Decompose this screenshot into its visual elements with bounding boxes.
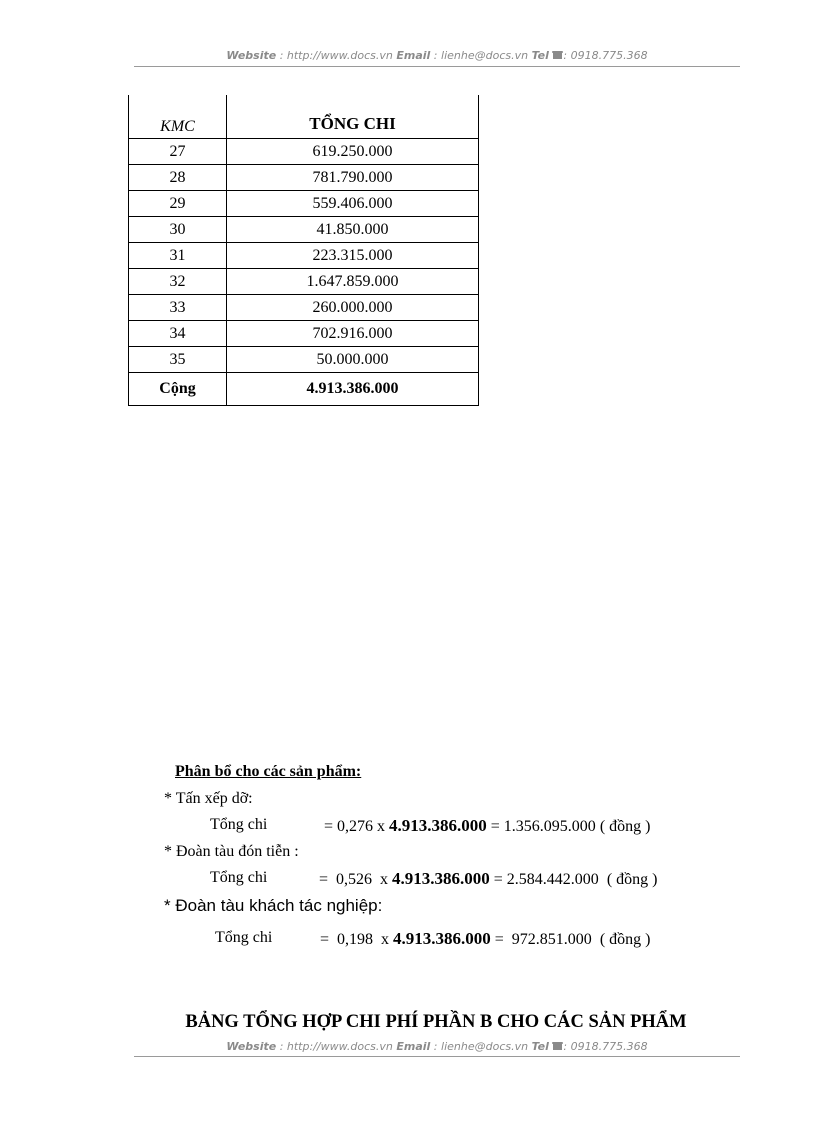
formula-result: = 2.584.442.000 [489,871,599,888]
email-text: : lienhe@docs.vn [430,1040,532,1053]
table-row [129,269,479,295]
formula-label: Tổng chi [210,816,268,833]
formula-base: 4.913.386.000 [389,816,487,835]
phone-icon [552,1041,563,1051]
total-cell: 223.315.000 [227,243,479,269]
total-cell: 559.406.000 [227,191,479,217]
formula-label: Tổng chi [215,929,273,946]
kmc-cell: 33 [129,295,227,321]
allocation-formula-values [324,816,650,836]
formula-result: = 972.851.000 [490,931,592,948]
footer-divider [134,1056,740,1057]
formula-label: Tổng chi [210,869,268,886]
table-row [129,191,479,217]
table-row [129,347,479,373]
website-text: : http://www.docs.vn [276,49,397,62]
table-row [129,165,479,191]
total-cell: 50.000.000 [227,347,479,373]
formula-ratio: 0,526 x [336,871,393,888]
kmc-cell: 31 [129,243,227,269]
page-header [134,49,740,62]
formula-unit: ( đồng ) [599,818,651,835]
formula-ratio: 0,198 x [337,931,394,948]
allocation-formula-values [319,869,657,889]
total-value: 4.913.386.000 [227,373,479,406]
table-row [129,139,479,165]
kmc-cell: 32 [129,269,227,295]
total-cell: 781.790.000 [227,165,479,191]
tel-text: : 0918.775.368 [563,49,648,62]
website-label: Website [226,1040,277,1053]
allocation-item-name: Đoàn tàu khách tác nghiệp: [175,896,383,915]
page-footer [134,1040,740,1053]
tel-label: Tel [531,1040,549,1053]
allocation-formula [210,816,267,834]
table-row [129,217,479,243]
email-label: Email [396,49,431,62]
total-cell: 1.647.859.000 [227,269,479,295]
formula-eq: = [324,818,334,835]
kmc-cell: 30 [129,217,227,243]
tel-label: Tel [531,49,549,62]
header-divider [134,66,740,67]
tel-text: : 0918.775.368 [563,1040,648,1053]
total-cell: 260.000.000 [227,295,479,321]
allocation-item-name: * Tấn xếp dỡ: [164,790,253,807]
kmc-cell: 29 [129,191,227,217]
total-label: Cộng [129,373,227,406]
table-row [129,243,479,269]
allocation-formula [210,869,267,887]
email-label: Email [396,1040,431,1053]
formula-eq: = [319,871,329,888]
kmc-header: KMC [129,95,227,139]
total-cell: 619.250.000 [227,139,479,165]
total-cell: 41.850.000 [227,217,479,243]
table-row [129,321,479,347]
section-heading: BẢNG TỔNG HỢP CHI PHÍ PHẦN B CHO CÁC SẢN PHẨM [185,1012,687,1032]
email-text: : lienhe@docs.vn [430,49,532,62]
table-row [129,295,479,321]
total-header: TỔNG CHI [227,95,479,139]
total-cell: 702.916.000 [227,321,479,347]
formula-eq: = [320,931,330,948]
formula-unit: ( đồng ) [599,931,651,948]
kmc-cell: 27 [129,139,227,165]
kmc-cell: 34 [129,321,227,347]
allocation-formula [215,929,272,947]
phone-icon [552,50,563,60]
formula-result: = 1.356.095.000 [486,818,596,835]
kmc-cell: 28 [129,165,227,191]
allocation-item-name: * Đoàn tàu đón tiễn : [164,843,299,860]
table-header-row [129,95,479,139]
formula-ratio: 0,276 x [337,818,390,835]
allocation-formula-values [320,929,650,949]
allocation-title: Phân bổ cho các sản phẩm: [175,763,362,780]
total-row [129,373,479,406]
formula-unit: ( đồng ) [606,871,658,888]
kmc-cell: 35 [129,347,227,373]
cost-table [128,95,479,406]
website-label: Website [226,49,277,62]
website-text: : http://www.docs.vn [276,1040,397,1053]
formula-base: 4.913.386.000 [393,929,491,948]
formula-base: 4.913.386.000 [392,869,490,888]
bullet: * [164,896,171,915]
allocation-item-name-3 [164,896,382,916]
